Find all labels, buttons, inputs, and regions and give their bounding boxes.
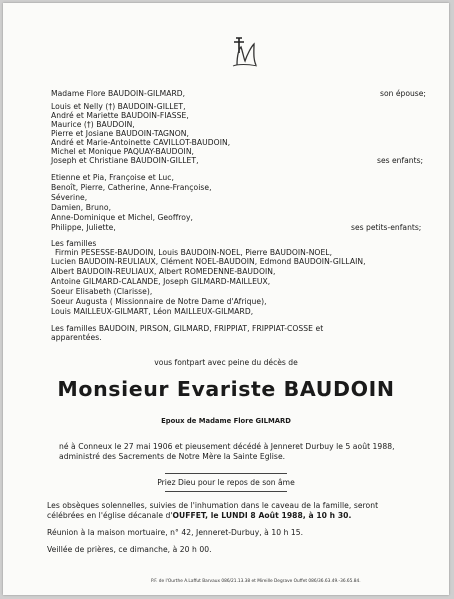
announcer-line: Séverine,: [51, 193, 88, 202]
announcer-line: André et Mariette BAUDOIN-FIASSE,: [51, 111, 189, 120]
footer-credits: P.F. de l'Ourthe A.Laffut Barvaux 086/21.13.38 et Mireille Degrave Ouffet 086/36.63.49.-36.65.84.: [151, 579, 361, 584]
announcer-line: Antoine GILMARD-CALANDE, Joseph GILMARD-MAILLEUX,: [51, 277, 271, 286]
announcer-line: Louis MAILLEUX-GILMART, Léon MAILLEUX-GILMARD,: [51, 307, 254, 316]
announcer-line: apparentées.: [51, 333, 102, 342]
deceased-name: [3, 377, 449, 401]
announcer-line: Pierre et Josiane BAUDOIN-TAGNON,: [51, 129, 189, 138]
announcer-line: Benoît, Pierre, Catherine, Anne-Françoise,: [51, 183, 212, 192]
deceased-surname: BAUDOIN: [283, 377, 395, 401]
announcer-line: André et Marie-Antoinette CAVILLOT-BAUDOIN,: [51, 138, 231, 147]
birth-death-line: né à Conneux le 27 mai 1906 et pieusement décédé à Jenneret Durbuy le 5 août 1988,: [59, 442, 395, 451]
announcer-line: Louis et Nelly (†) BAUDOIN-GILLET,: [51, 102, 186, 111]
divider-top: [165, 473, 287, 474]
announcer-line: Albert BAUDOIN-REULIAUX, Albert ROMEDENNE-BAUDOIN,: [51, 267, 276, 276]
funeral-church: célébrées en l'église décanale d': [47, 511, 173, 520]
announcer-line: Lucien BAUDOIN-REULIAUX, Clément NOEL-BAUDOIN, Edmond BAUDOIN-GILLAIN,: [51, 257, 366, 266]
spouse-of-line: Epoux de Madame Flore GILMARD: [161, 417, 291, 425]
relation-spouse: son épouse;: [380, 89, 426, 98]
funeral-date: OUFFET, le LUNDI 8 Août 1988, à 10 h 30.: [172, 511, 352, 520]
announcer-line: Maurice (†) BAUDOIN,: [51, 120, 135, 129]
announcer-line: Anne-Dominique et Michel, Geoffroy,: [51, 213, 194, 222]
vigil-line: Veillée de prières, ce dimanche, à 20 h 00.: [47, 545, 212, 554]
announcer-line: Etienne et Pia, Françoise et Luc,: [51, 173, 174, 182]
funeral-card: [3, 3, 449, 595]
sacraments-line: administré des Sacrements de Notre Mère la Sainte Eglise.: [59, 452, 286, 461]
relation-children: ses enfants;: [377, 156, 424, 165]
announcer-line: Les familles: [51, 239, 97, 248]
funeral-line: [47, 511, 351, 520]
announcer-line: Firmin PESESSE-BAUDOIN, Louis BAUDOIN-NOEL, Pierre BAUDOIN-NOEL,: [55, 248, 333, 257]
relation-grandchildren: ses petits-enfants;: [351, 223, 422, 232]
divider-bottom: [165, 491, 287, 492]
announcer-line: Michel et Monique PAQUAY-BAUDOIN,: [51, 147, 195, 156]
announcer-line: Damien, Bruno,: [51, 203, 112, 212]
prayer-line: Priez Dieu pour le repos de son âme: [157, 478, 295, 487]
announce-line: vous fontpart avec peine du décès de: [154, 358, 298, 367]
announcer-line: Madame Flore BAUDOIN-GILMARD,: [51, 89, 186, 98]
cross-monogram-icon: [227, 35, 261, 69]
funeral-line: Les obsèques solennelles, suivies de l'inhumation dans le caveau de la famille, seront: [47, 501, 379, 510]
deceased-title: Monsieur Evariste: [57, 377, 276, 401]
gathering-line: Réunion à la maison mortuaire, n° 42, Jenneret-Durbuy, à 10 h 15.: [47, 528, 304, 537]
announcer-line: Soeur Elisabeth (Clarisse),: [51, 287, 153, 296]
announcer-line: Philippe, Juliette,: [51, 223, 116, 232]
announcer-line: Les familles BAUDOIN, PIRSON, GILMARD, FRIPPIAT, FRIPPIAT-COSSE et: [51, 324, 324, 333]
announcer-line: Soeur Augusta ( Missionnaire de Notre Dame d'Afrique),: [51, 297, 267, 306]
announcer-line: Joseph et Christiane BAUDOIN-GILLET,: [51, 156, 199, 165]
